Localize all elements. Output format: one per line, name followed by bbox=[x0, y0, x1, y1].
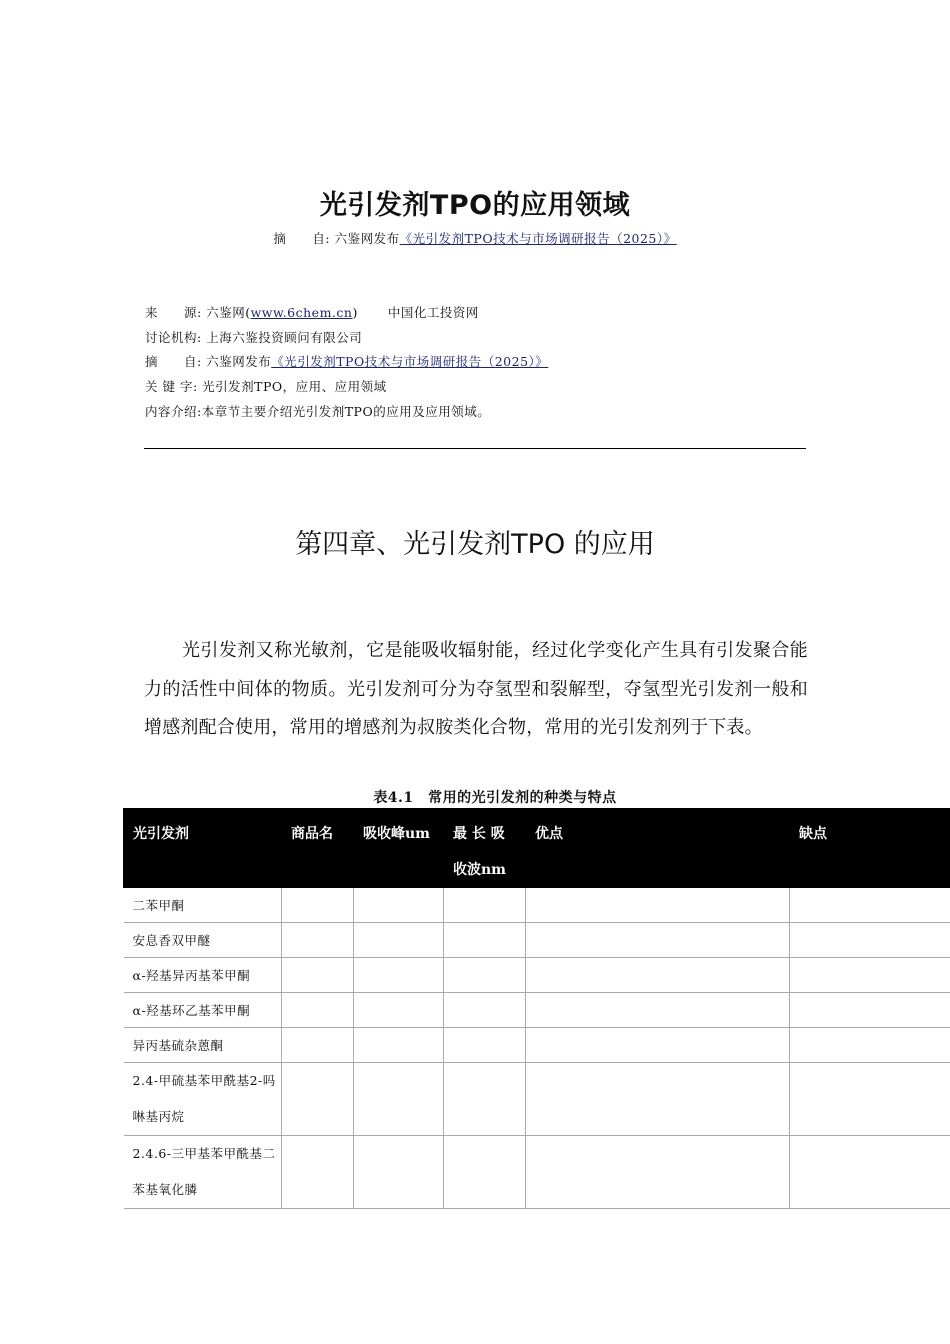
excerpt-publisher: 六鉴网发布 bbox=[334, 231, 400, 246]
table-cell bbox=[282, 958, 354, 993]
header-max-wavelength: 最 长 吸收波nm bbox=[444, 808, 526, 888]
initiator-name: 2.4-甲硫基苯甲酰基2-吗啉基丙烷 bbox=[124, 1063, 282, 1136]
header-disadvantages: 缺点 bbox=[790, 808, 950, 888]
table-cell bbox=[444, 958, 526, 993]
excerpt-line bbox=[0, 229, 950, 247]
meta-excerpt-label: 摘 自: bbox=[145, 354, 202, 370]
table-cell bbox=[444, 888, 526, 923]
table-row bbox=[124, 1063, 950, 1136]
meta-excerpt-publisher: 六鉴网发布 bbox=[206, 354, 272, 370]
initiator-name: α-羟基异丙基苯甲酮 bbox=[124, 958, 282, 993]
initiator-table bbox=[123, 808, 950, 1209]
table-cell bbox=[526, 958, 790, 993]
org-label: 讨论机构: bbox=[145, 329, 202, 345]
header-advantages: 优点 bbox=[526, 808, 790, 888]
table-cell bbox=[354, 1028, 444, 1063]
intro-label: 内容介绍: bbox=[145, 403, 202, 419]
table-cell bbox=[282, 1028, 354, 1063]
initiator-name: α-羟基环乙基苯甲酮 bbox=[124, 993, 282, 1028]
table-row bbox=[124, 993, 950, 1028]
table-cell bbox=[444, 993, 526, 1028]
table-cell bbox=[354, 923, 444, 958]
table-cell bbox=[790, 1136, 950, 1209]
table-row bbox=[124, 1028, 950, 1063]
body-paragraph: 光引发剂又称光敏剂，它是能吸收辐射能，经过化学变化产生具有引发聚合能力的活性中间体的物质。光引发剂可分为夺氢型和裂解型，夺氢型光引发剂一般和增感剂配合使用，常用的增感剂为叔胺类化合物，常用的光引发剂列于下表。 bbox=[144, 640, 808, 738]
intro-value: 本章节主要介绍光引发剂TPO的应用及应用领域。 bbox=[201, 403, 491, 419]
initiator-name: 异丙基硫杂蒽酮 bbox=[124, 1028, 282, 1063]
meta-excerpt-row bbox=[145, 350, 548, 375]
table-header-row bbox=[124, 808, 950, 888]
meta-source-row bbox=[145, 301, 548, 326]
table-cell bbox=[444, 923, 526, 958]
table-row bbox=[124, 923, 950, 958]
table-cell bbox=[282, 1063, 354, 1136]
initiator-name: 2.4.6-三甲基苯甲酰基二苯基氧化膦 bbox=[124, 1136, 282, 1209]
document-title: 光引发剂TPO的应用领域 bbox=[319, 190, 631, 221]
source-extra: 中国化工投资网 bbox=[387, 305, 479, 320]
report-link[interactable]: 《光引发剂TPO技术与市场调研报告（2025）》 bbox=[399, 231, 677, 246]
table-caption: 表4.1 常用的光引发剂的种类与特点 bbox=[373, 790, 617, 806]
table-cell bbox=[526, 1136, 790, 1209]
org-value: 上海六鉴投资顾问有限公司 bbox=[206, 329, 363, 345]
table-cell bbox=[790, 1028, 950, 1063]
table-cell bbox=[526, 993, 790, 1028]
table-row bbox=[124, 958, 950, 993]
meta-org-row bbox=[145, 326, 548, 351]
table-cell bbox=[790, 888, 950, 923]
source-post: ) bbox=[352, 305, 358, 320]
table-cell bbox=[354, 1063, 444, 1136]
meta-keywords-row bbox=[145, 375, 548, 400]
table-cell bbox=[790, 923, 950, 958]
table-cell bbox=[354, 888, 444, 923]
table-cell bbox=[354, 1136, 444, 1209]
excerpt-label: 摘 自: bbox=[273, 231, 331, 246]
table-cell bbox=[444, 1063, 526, 1136]
table-row bbox=[124, 1136, 950, 1209]
table-cell bbox=[282, 993, 354, 1028]
source-url-link[interactable]: www.6chem.cn bbox=[250, 305, 353, 320]
header-trade-name: 商品名 bbox=[282, 808, 354, 888]
table-cell bbox=[790, 958, 950, 993]
table-cell bbox=[526, 923, 790, 958]
table-cell bbox=[282, 888, 354, 923]
source-pre: 六鉴网( bbox=[206, 305, 251, 320]
table-cell bbox=[526, 888, 790, 923]
divider bbox=[144, 448, 806, 449]
chapter-title: 第四章、光引发剂TPO 的应用 bbox=[295, 529, 655, 560]
header-absorption-peak: 吸收峰um bbox=[354, 808, 444, 888]
keywords-label: 关 键 字: bbox=[145, 379, 198, 395]
source-label: 来 源: bbox=[145, 305, 202, 320]
header-initiator: 光引发剂 bbox=[124, 808, 282, 888]
table-cell bbox=[790, 1063, 950, 1136]
table-cell bbox=[444, 1136, 526, 1209]
meta-intro-row bbox=[145, 400, 548, 425]
meta-report-link[interactable]: 《光引发剂TPO技术与市场调研报告（2025）》 bbox=[271, 354, 549, 370]
table-cell bbox=[282, 923, 354, 958]
table-row bbox=[124, 888, 950, 923]
table-cell bbox=[354, 993, 444, 1028]
table-cell bbox=[354, 958, 444, 993]
table-cell bbox=[282, 1136, 354, 1209]
table-cell bbox=[526, 1028, 790, 1063]
table-cell bbox=[444, 1028, 526, 1063]
initiator-name: 二苯甲酮 bbox=[124, 888, 282, 923]
keywords-value: 光引发剂TPO，应用、应用领域 bbox=[202, 379, 387, 395]
initiator-name: 安息香双甲醚 bbox=[124, 923, 282, 958]
table-cell bbox=[526, 1063, 790, 1136]
meta-info bbox=[145, 301, 548, 424]
table-cell bbox=[790, 993, 950, 1028]
